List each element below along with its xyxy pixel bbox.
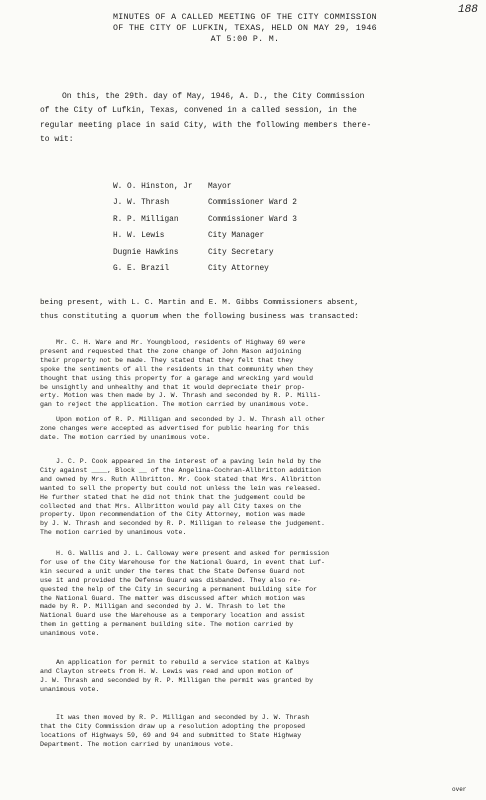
para-line: thought that using this property for a garage and wrecking yard would [40, 374, 314, 382]
para-line: unanimous vote. [40, 630, 100, 638]
heading-line: OF THE CITY OF LUFKIN, TEXAS, HELD ON MAY 29, 1946 [113, 24, 377, 33]
heading-line: MINUTES OF A CALLED MEETING OF THE CITY COMMISSION [113, 13, 377, 22]
member-name: R. P. Milligan [113, 215, 179, 224]
para-line: gan to reject the application. The motion carried by unanimous vote. [40, 401, 310, 409]
business-item-zone-changes [40, 416, 458, 443]
para-line: use it and provided the Defense Guard was disbanded. They also re- [40, 576, 302, 584]
member-name: Dugnie Hawkins [113, 248, 179, 257]
para-line: Department. The motion carried by unanimous vote. [40, 740, 234, 748]
member-title: Commissioner Ward 2 [208, 199, 297, 208]
para-line: H. G. Wallis and J. L. Calloway were present and asked for permission [56, 550, 330, 557]
para-line: quested the help of the City in securing a permanent building site for [40, 585, 317, 593]
para-line: made by R. P. Milligan and seconded by J. W. Thrash to let the [40, 603, 286, 611]
business-item-zone-protest [40, 339, 458, 410]
business-item-service-station [40, 659, 458, 695]
para-line: kin secured a unit under the terms that the State Defense Guard not [40, 567, 306, 575]
intro-paragraph [40, 90, 458, 148]
para-line: erty. Motion was then made by J. W. Thrash and seconded by R. P. Milli- [40, 392, 321, 400]
para-line: spoke the sentiments of all the residents in that community when they [40, 365, 314, 373]
para-line: He further stated that he did not think that the judgement could be [40, 493, 306, 501]
para-line: their property not be made. They stated that they felt that they [40, 356, 294, 364]
para-line: property. Upon recommendation of the City Attorney, motion was made [40, 511, 306, 519]
para-line: The motion carried by unanimous vote. [40, 529, 187, 537]
para-line: It was then moved by R. P. Milligan and seconded by J. W. Thrash [56, 714, 310, 721]
continued-mark: over [452, 786, 467, 793]
intro-line: On this, the 29th. day of May, 1946, A. D., the City Commission [62, 92, 365, 101]
member-name: J. W. Thrash [113, 199, 170, 208]
para-line: An application for permit to rebuild a service station at Kalbys [56, 659, 310, 666]
para-line: locations of Highways 59, 69 and 94 and submitted to State Highway [40, 731, 302, 739]
member-title: City Attorney [208, 264, 269, 273]
page-number: 188 [458, 4, 478, 16]
member-name: H. W. Lewis [113, 232, 165, 241]
para-line: unanimous vote. [40, 685, 100, 693]
para-line: City against ____, Block __ of the Angelina-Cochran-Allbritton addition [40, 466, 321, 474]
para-line: by J. W. Thrash and seconded by R. P. Milligan to release the judgement. [40, 520, 325, 528]
intro-line: regular meeting place in said City, with the following members there- [40, 120, 372, 130]
minutes-heading [60, 12, 430, 45]
business-item-paving-lein [40, 458, 458, 538]
member-title: City Manager [208, 232, 265, 241]
para-line: National Guard use the Warehouse as a temporary location and assist [40, 612, 306, 620]
member-name: W. O. Hinston, Jr [113, 183, 193, 191]
para-line: for use of the City Warehouse for the National Guard, in event that Luf- [40, 558, 325, 566]
para-line: that the City Commission draw up a resolution adopting the proposed [40, 722, 306, 730]
intro-line: to wit: [40, 135, 74, 145]
intro-line: of the City of Lufkin, Texas, convened in a called session, in the [40, 106, 357, 116]
para-line: present and requested that the zone change of John Mason adjoining [40, 347, 302, 355]
para-line: wanted to sell the property but could not unless the lein was released. [40, 484, 321, 492]
para-line: date. The motion carried by unanimous vote. [40, 433, 211, 441]
para-line: and owned by Mrs. Ruth Allbritton. Mr. Cook stated that Mrs. Allbritton [40, 475, 321, 483]
business-item-national-guard [40, 550, 458, 639]
para-line: J. W. Thrash and seconded by R. P. Milligan the permit was granted by [40, 676, 314, 684]
member-title: City Secretary [208, 248, 274, 257]
heading-line: AT 5:00 P. M. [210, 35, 280, 44]
para-line: zone changes were accepted as advertised for public hearing for this [40, 424, 310, 432]
member-title: Mayor [208, 183, 232, 191]
member-name: G. E. Brazil [113, 264, 170, 273]
para-line: Mr. C. H. Ware and Mr. Youngblood, residents of Highway 69 were [56, 339, 306, 346]
quorum-line: thus constituting a quorum when the following business was transacted: [40, 312, 359, 321]
para-line: Upon motion of R. P. Milligan and seconded by J. W. Thrash all other [56, 416, 326, 423]
member-title: Commissioner Ward 3 [208, 215, 297, 224]
quorum-line: being present, with L. C. Martin and E. M. Gibbs Commissioners absent, [40, 299, 359, 307]
business-item-highways [40, 714, 458, 750]
para-line: collected and that Mrs. Allbritton would pay all City taxes on the [40, 502, 302, 510]
para-line: J. C. P. Cook appeared in the interest of a paving lein held by the [56, 458, 322, 465]
para-line: them in getting a permanent building site. The motion carried by [40, 621, 294, 629]
quorum-statement [40, 297, 460, 324]
para-line: the National Guard. The matter was discussed after which motion was [40, 594, 306, 602]
para-line: and Clayton streets from H. W. Lewis was read and upon motion of [40, 667, 294, 675]
para-line: be unsightly and unhealthy and that it would depreciate their prop- [40, 383, 306, 391]
